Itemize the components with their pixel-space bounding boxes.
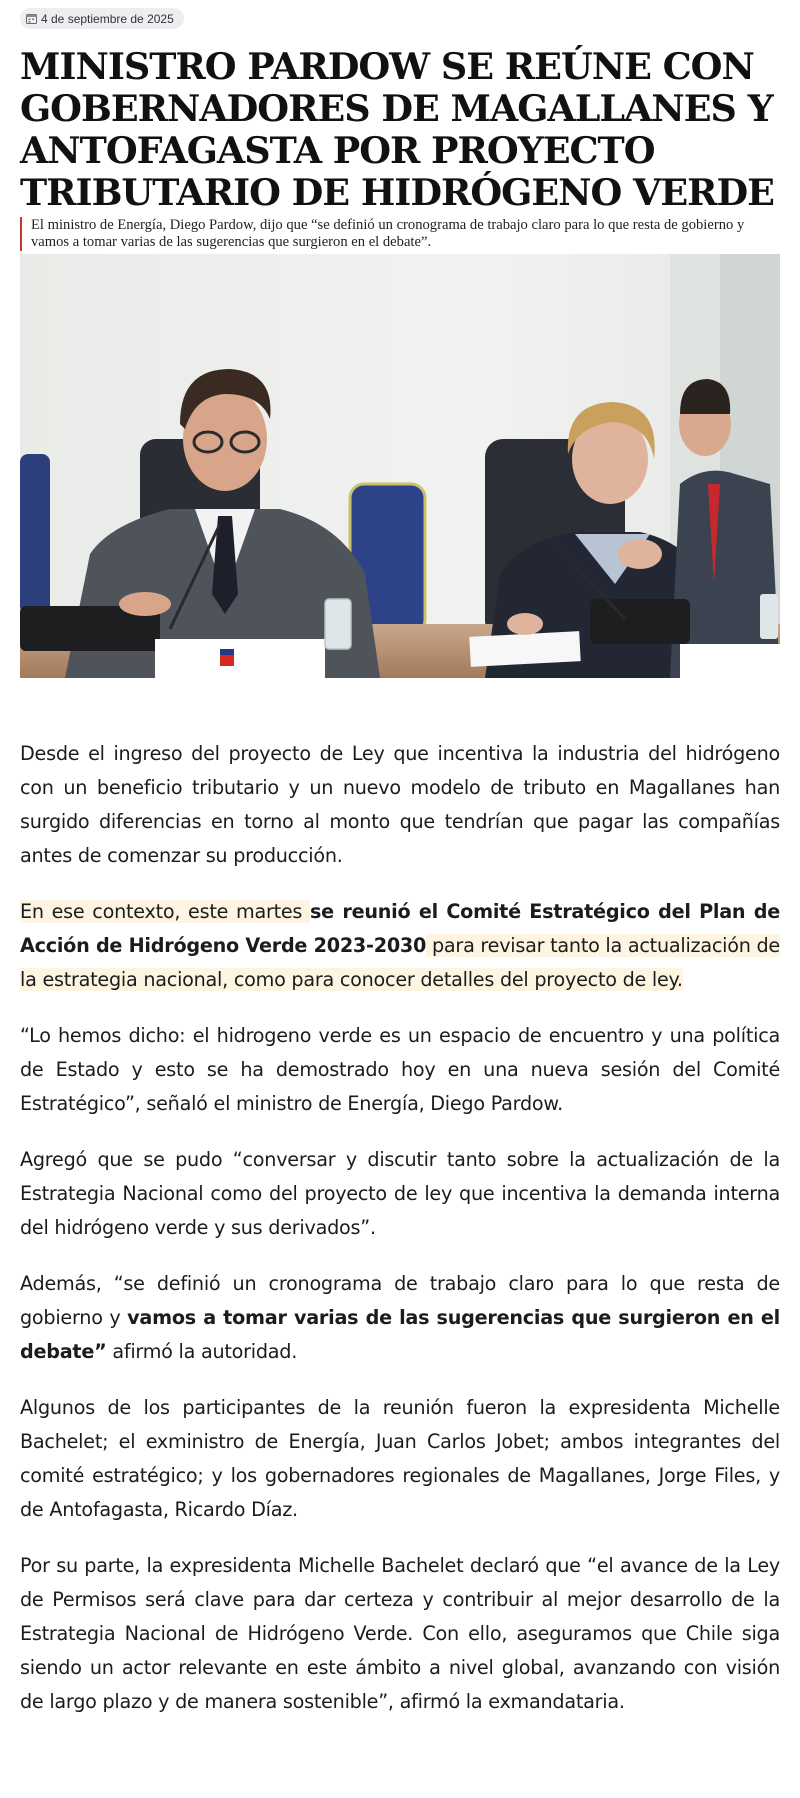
- article-subtitle: El ministro de Energía, Diego Pardow, dijo que “se definió un cronograma de trabajo claro para lo que resta de gobierno y vamos a tomar varias de las sugerencias que surgieron en el debate”.: [20, 217, 780, 251]
- paragraph: [20, 895, 780, 997]
- highlighted-text: para revisar tanto la actualización de la estrategia nacional, como para conocer detalles del proyecto de ley.: [20, 934, 780, 991]
- paragraph: Por su parte, la expresidenta Michelle Bachelet declaró que “el avance de la Ley de Permisos será clave para dar certeza y contribuir al mejor desarrollo de la Estrategia Nacional de Hidrógeno Verde. Con ello, aseguramos que Chile siga siendo un actor relevante en este ámbito a nivel global, avanzando con visión de largo plazo y de manera sostenible”, afirmó la exmandataria.: [20, 1554, 780, 1713]
- paragraph-text: afirmó la autoridad.: [106, 1340, 298, 1363]
- article-body: [20, 737, 780, 1719]
- paragraph: [20, 1267, 780, 1369]
- calendar-icon: [26, 13, 37, 24]
- highlighted-text: En ese contexto, este martes: [20, 900, 311, 923]
- paragraph-text: Además, “se definió un cronograma de trabajo claro para lo que resta de gobierno y: [20, 1272, 780, 1329]
- paragraph: Agregó que se pudo “conversar y discutir tanto sobre la actualización de la Estrategia Nacional como del proyecto de ley que incentiva la demanda interna del hidrógeno verde y sus derivados”.: [20, 1148, 780, 1239]
- article-title: MINISTRO PARDOW SE REÚNE CON GOBERNADORES DE MAGALLANES Y ANTOFAGASTA POR PROYECTO TRIBUTARIO DE HIDRÓGENO VERDE: [20, 45, 774, 214]
- paragraph: Algunos de los participantes de la reunión fueron la expresidenta Michelle Bachelet; el exministro de Energía, Juan Carlos Jobet; ambos integrantes del comité estratégico; y los gobernadores regionales de Magallanes, Jorge Files, y de Antofagasta, Ricardo Díaz.: [20, 1396, 780, 1521]
- bold-text: vamos a tomar varias de las sugerencias que surgieron en el debate”: [20, 1306, 780, 1363]
- bold-text: se reunió el Comité Estratégico del Plan de Acción de Hidrógeno Verde 2023-2030: [20, 900, 780, 957]
- paragraph: Desde el ingreso del proyecto de Ley que incentiva la industria del hidrógeno con un beneficio tributario y un nuevo modelo de tributo en Magallanes han surgido diferencias en torno al monto que tendrían que pagar las compañías antes de comenzar su producción.: [20, 742, 780, 867]
- article-date: 4 de septiembre de 2025: [41, 11, 174, 26]
- article-photo: [20, 254, 780, 678]
- article: [20, 8, 780, 1741]
- paragraph: “Lo hemos dicho: el hidrogeno verde es un espacio de encuentro y una política de Estado y esto se ha demostrado hoy en una nueva sesión del Comité Estratégico”, señaló el ministro de Energía, Diego Pardow.: [20, 1024, 780, 1115]
- date-badge: [20, 8, 184, 29]
